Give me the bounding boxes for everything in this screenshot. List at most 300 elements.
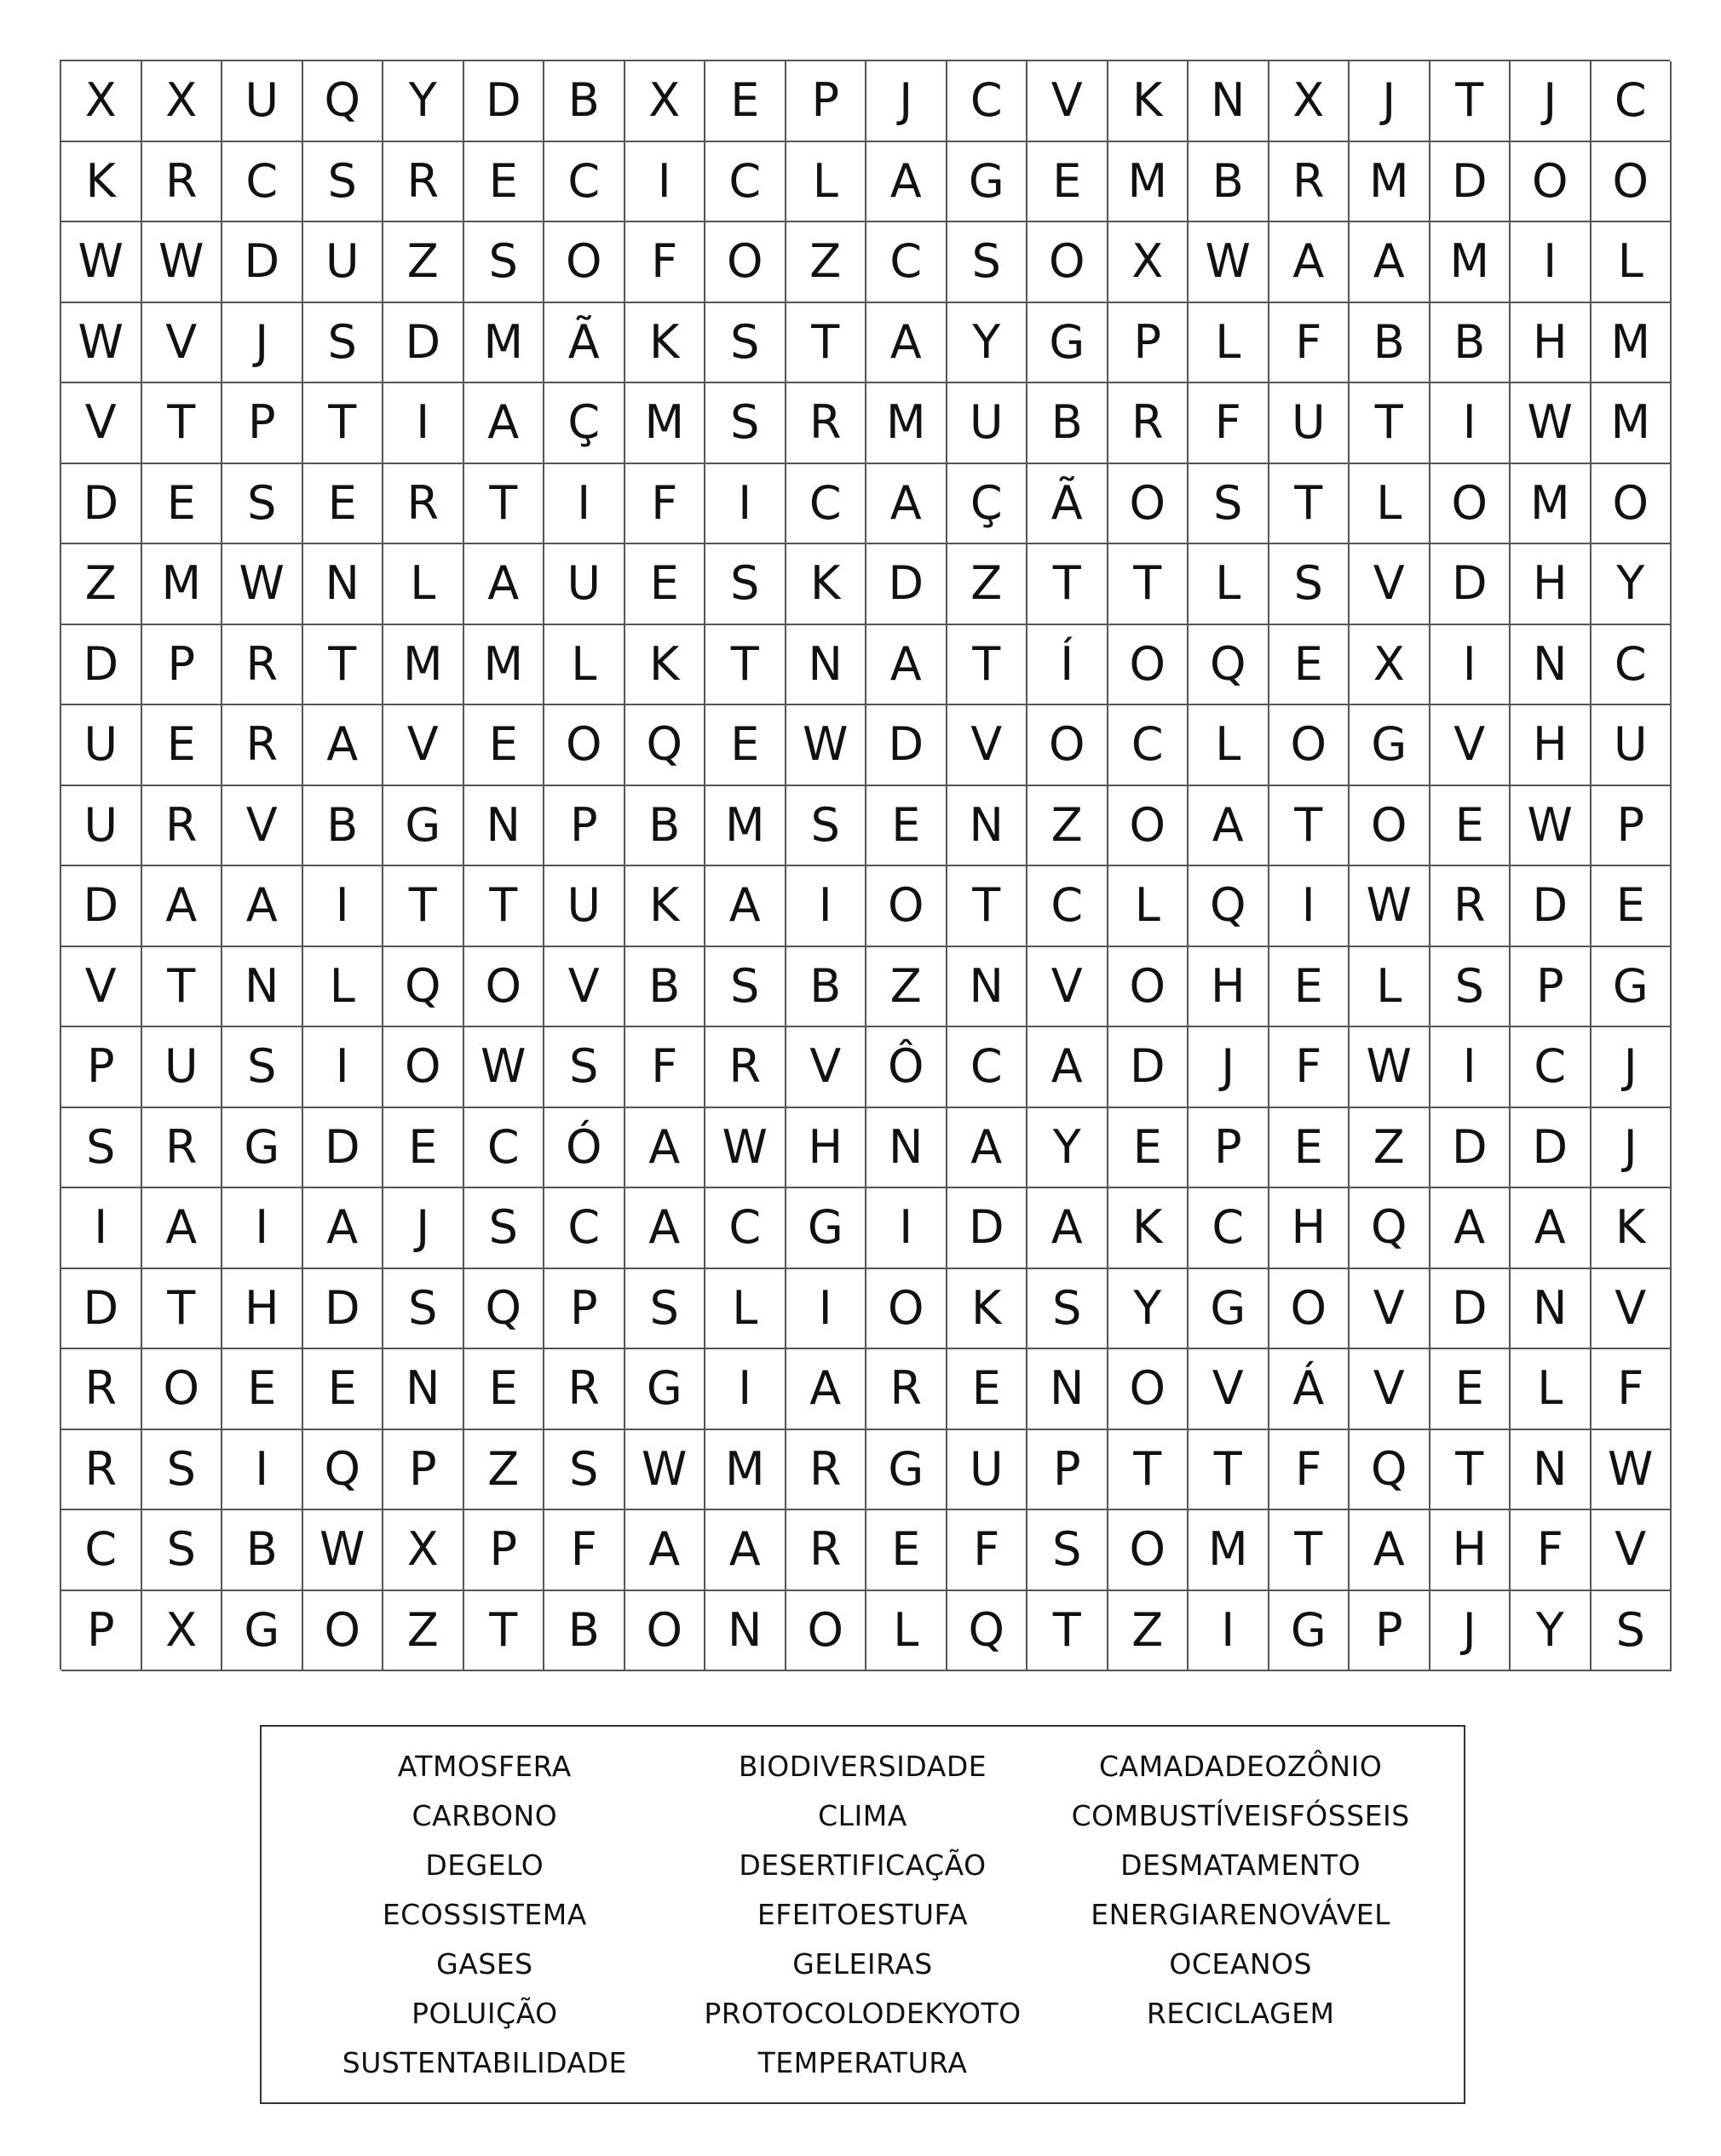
grid-cell[interactable]: A — [705, 866, 786, 947]
grid-cell[interactable]: S — [1591, 1591, 1672, 1672]
grid-cell[interactable]: N — [1511, 1269, 1591, 1350]
grid-cell[interactable]: S — [222, 464, 303, 545]
grid-cell[interactable]: D — [1430, 544, 1511, 625]
grid-cell[interactable]: N — [1511, 625, 1591, 706]
grid-cell[interactable]: T — [705, 625, 786, 706]
grid-cell[interactable]: H — [1430, 1510, 1511, 1591]
grid-cell[interactable]: O — [142, 1349, 223, 1430]
grid-cell[interactable]: X — [1269, 61, 1350, 142]
grid-cell[interactable]: F — [947, 1510, 1028, 1591]
grid-cell[interactable]: U — [947, 383, 1028, 464]
grid-cell[interactable]: A — [866, 142, 947, 223]
grid-cell[interactable]: R — [786, 1510, 867, 1591]
grid-cell[interactable]: Z — [786, 222, 867, 303]
grid-cell[interactable]: I — [303, 1027, 384, 1108]
grid-cell[interactable]: E — [1108, 1108, 1189, 1189]
grid-cell[interactable]: S — [786, 786, 867, 867]
grid-cell[interactable]: V — [1591, 1269, 1672, 1350]
grid-cell[interactable]: C — [544, 1188, 625, 1269]
grid-cell[interactable]: S — [61, 1108, 142, 1189]
grid-cell[interactable]: Q — [464, 1269, 545, 1350]
grid-cell[interactable]: R — [142, 142, 223, 223]
grid-cell[interactable]: W — [1350, 1027, 1430, 1108]
grid-cell[interactable]: A — [705, 1510, 786, 1591]
grid-cell[interactable]: Q — [947, 1591, 1028, 1672]
grid-cell[interactable]: O — [1108, 625, 1189, 706]
grid-cell[interactable]: S — [1027, 1269, 1108, 1350]
grid-cell[interactable]: R — [866, 1349, 947, 1430]
grid-cell[interactable]: A — [947, 1108, 1028, 1189]
grid-cell[interactable]: T — [383, 866, 464, 947]
grid-cell[interactable]: L — [1350, 464, 1430, 545]
grid-cell[interactable]: I — [625, 142, 706, 223]
grid-cell[interactable]: A — [1511, 1188, 1591, 1269]
grid-cell[interactable]: S — [1189, 464, 1269, 545]
grid-cell[interactable]: T — [1430, 1430, 1511, 1511]
grid-cell[interactable]: S — [705, 303, 786, 384]
grid-cell[interactable]: P — [464, 1510, 545, 1591]
grid-cell[interactable]: E — [303, 1349, 384, 1430]
grid-cell[interactable]: H — [1511, 544, 1591, 625]
grid-cell[interactable]: Z — [947, 544, 1028, 625]
grid-cell[interactable]: I — [1269, 866, 1350, 947]
grid-cell[interactable]: D — [303, 1108, 384, 1189]
grid-cell[interactable]: U — [142, 1027, 223, 1108]
grid-cell[interactable]: J — [1591, 1027, 1672, 1108]
grid-cell[interactable]: D — [383, 303, 464, 384]
grid-cell[interactable]: A — [222, 866, 303, 947]
grid-cell[interactable]: T — [1027, 544, 1108, 625]
grid-cell[interactable]: O — [625, 1591, 706, 1672]
grid-cell[interactable]: N — [464, 786, 545, 867]
grid-cell[interactable]: M — [383, 625, 464, 706]
grid-cell[interactable]: T — [1189, 1430, 1269, 1511]
grid-cell[interactable]: O — [544, 705, 625, 786]
grid-cell[interactable]: V — [383, 705, 464, 786]
grid-cell[interactable]: D — [61, 464, 142, 545]
grid-cell[interactable]: R — [786, 383, 867, 464]
grid-cell[interactable]: D — [61, 1269, 142, 1350]
grid-cell[interactable]: E — [705, 61, 786, 142]
grid-cell[interactable]: I — [544, 464, 625, 545]
grid-cell[interactable]: L — [1350, 947, 1430, 1028]
grid-cell[interactable]: E — [1269, 947, 1350, 1028]
grid-cell[interactable]: E — [464, 705, 545, 786]
grid-cell[interactable]: E — [1430, 1349, 1511, 1430]
grid-cell[interactable]: J — [383, 1188, 464, 1269]
grid-cell[interactable]: W — [705, 1108, 786, 1189]
grid-cell[interactable]: V — [786, 1027, 867, 1108]
grid-cell[interactable]: I — [1511, 222, 1591, 303]
grid-cell[interactable]: M — [142, 544, 223, 625]
grid-cell[interactable]: J — [1591, 1108, 1672, 1189]
grid-cell[interactable]: V — [1350, 1349, 1430, 1430]
grid-cell[interactable]: Ã — [544, 303, 625, 384]
grid-cell[interactable]: E — [1269, 625, 1350, 706]
grid-cell[interactable]: X — [1108, 222, 1189, 303]
grid-cell[interactable]: I — [1189, 1591, 1269, 1672]
grid-cell[interactable]: L — [544, 625, 625, 706]
grid-cell[interactable]: J — [222, 303, 303, 384]
grid-cell[interactable]: V — [544, 947, 625, 1028]
grid-cell[interactable]: T — [464, 866, 545, 947]
grid-cell[interactable]: O — [786, 1591, 867, 1672]
grid-cell[interactable]: Y — [1027, 1108, 1108, 1189]
grid-cell[interactable]: Z — [383, 1591, 464, 1672]
grid-cell[interactable]: Q — [1350, 1430, 1430, 1511]
grid-cell[interactable]: Q — [383, 947, 464, 1028]
grid-cell[interactable]: E — [222, 1349, 303, 1430]
grid-cell[interactable]: X — [61, 61, 142, 142]
grid-cell[interactable]: T — [1027, 1591, 1108, 1672]
grid-cell[interactable]: N — [866, 1108, 947, 1189]
grid-cell[interactable]: D — [866, 544, 947, 625]
grid-cell[interactable]: O — [1108, 1510, 1189, 1591]
grid-cell[interactable]: X — [142, 1591, 223, 1672]
grid-cell[interactable]: D — [303, 1269, 384, 1350]
grid-cell[interactable]: P — [1511, 947, 1591, 1028]
grid-cell[interactable]: F — [544, 1510, 625, 1591]
grid-cell[interactable]: X — [383, 1510, 464, 1591]
grid-cell[interactable]: J — [866, 61, 947, 142]
grid-cell[interactable]: R — [786, 1430, 867, 1511]
grid-cell[interactable]: Q — [303, 61, 384, 142]
grid-cell[interactable]: Z — [1027, 786, 1108, 867]
grid-cell[interactable]: D — [1430, 142, 1511, 223]
grid-cell[interactable]: P — [383, 1430, 464, 1511]
grid-cell[interactable]: C — [705, 142, 786, 223]
grid-cell[interactable]: M — [705, 1430, 786, 1511]
grid-cell[interactable]: A — [786, 1349, 867, 1430]
grid-cell[interactable]: P — [786, 61, 867, 142]
grid-cell[interactable]: T — [1108, 1430, 1189, 1511]
grid-cell[interactable]: F — [625, 222, 706, 303]
grid-cell[interactable]: R — [383, 464, 464, 545]
grid-cell[interactable]: T — [142, 947, 223, 1028]
grid-cell[interactable]: A — [1430, 1188, 1511, 1269]
grid-cell[interactable]: V — [61, 383, 142, 464]
grid-cell[interactable]: Q — [1189, 625, 1269, 706]
grid-cell[interactable]: W — [142, 222, 223, 303]
grid-cell[interactable]: W — [625, 1430, 706, 1511]
grid-cell[interactable]: Á — [1269, 1349, 1350, 1430]
grid-cell[interactable]: G — [866, 1430, 947, 1511]
grid-cell[interactable]: N — [383, 1349, 464, 1430]
grid-cell[interactable]: O — [1591, 142, 1672, 223]
grid-cell[interactable]: I — [1430, 383, 1511, 464]
grid-cell[interactable]: Y — [947, 303, 1028, 384]
grid-cell[interactable]: B — [222, 1510, 303, 1591]
grid-cell[interactable]: S — [1027, 1510, 1108, 1591]
grid-cell[interactable]: H — [786, 1108, 867, 1189]
grid-cell[interactable]: O — [544, 222, 625, 303]
grid-cell[interactable]: H — [1511, 705, 1591, 786]
grid-cell[interactable]: U — [61, 705, 142, 786]
grid-cell[interactable]: T — [464, 464, 545, 545]
grid-cell[interactable]: I — [705, 464, 786, 545]
grid-cell[interactable]: V — [1430, 705, 1511, 786]
grid-cell[interactable]: B — [625, 947, 706, 1028]
grid-cell[interactable]: O — [1027, 705, 1108, 786]
grid-cell[interactable]: N — [786, 625, 867, 706]
grid-cell[interactable]: C — [1027, 866, 1108, 947]
grid-cell[interactable]: C — [1108, 705, 1189, 786]
grid-cell[interactable]: W — [1189, 222, 1269, 303]
grid-cell[interactable]: A — [866, 303, 947, 384]
grid-cell[interactable]: I — [786, 866, 867, 947]
grid-cell[interactable]: S — [625, 1269, 706, 1350]
grid-cell[interactable]: R — [1430, 866, 1511, 947]
grid-cell[interactable]: O — [1591, 464, 1672, 545]
grid-cell[interactable]: D — [1430, 1108, 1511, 1189]
grid-cell[interactable]: S — [947, 222, 1028, 303]
grid-cell[interactable]: U — [303, 222, 384, 303]
grid-cell[interactable]: M — [464, 303, 545, 384]
grid-cell[interactable]: R — [705, 1027, 786, 1108]
grid-cell[interactable]: A — [625, 1188, 706, 1269]
grid-cell[interactable]: W — [61, 303, 142, 384]
grid-cell[interactable]: E — [1591, 866, 1672, 947]
grid-cell[interactable]: R — [383, 142, 464, 223]
grid-cell[interactable]: H — [222, 1269, 303, 1350]
grid-cell[interactable]: D — [1511, 1108, 1591, 1189]
grid-cell[interactable]: J — [1430, 1591, 1511, 1672]
grid-cell[interactable]: P — [1027, 1430, 1108, 1511]
grid-cell[interactable]: T — [303, 625, 384, 706]
grid-cell[interactable]: R — [1108, 383, 1189, 464]
grid-cell[interactable]: P — [61, 1027, 142, 1108]
grid-cell[interactable]: D — [464, 61, 545, 142]
grid-cell[interactable]: F — [1511, 1510, 1591, 1591]
grid-cell[interactable]: D — [61, 866, 142, 947]
grid-cell[interactable]: T — [142, 1269, 223, 1350]
grid-cell[interactable]: N — [303, 544, 384, 625]
grid-cell[interactable]: U — [544, 544, 625, 625]
grid-cell[interactable]: P — [61, 1591, 142, 1672]
grid-cell[interactable]: E — [705, 705, 786, 786]
grid-cell[interactable]: G — [786, 1188, 867, 1269]
grid-cell[interactable]: O — [705, 222, 786, 303]
grid-cell[interactable]: B — [1430, 303, 1511, 384]
grid-cell[interactable]: S — [222, 1027, 303, 1108]
grid-cell[interactable]: T — [303, 383, 384, 464]
grid-cell[interactable]: G — [1027, 303, 1108, 384]
grid-cell[interactable]: A — [866, 625, 947, 706]
grid-cell[interactable]: A — [1027, 1188, 1108, 1269]
grid-cell[interactable]: M — [1430, 222, 1511, 303]
grid-cell[interactable]: C — [1591, 61, 1672, 142]
grid-cell[interactable]: M — [1350, 142, 1430, 223]
grid-cell[interactable]: T — [947, 866, 1028, 947]
grid-cell[interactable]: S — [705, 947, 786, 1028]
grid-cell[interactable]: U — [544, 866, 625, 947]
grid-cell[interactable]: T — [464, 1591, 545, 1672]
grid-cell[interactable]: A — [303, 1188, 384, 1269]
grid-cell[interactable]: Z — [61, 544, 142, 625]
grid-cell[interactable]: F — [1189, 383, 1269, 464]
grid-cell[interactable]: V — [947, 705, 1028, 786]
grid-cell[interactable]: U — [1591, 705, 1672, 786]
grid-cell[interactable]: C — [786, 464, 867, 545]
grid-cell[interactable]: A — [1350, 222, 1430, 303]
grid-cell[interactable]: F — [1591, 1349, 1672, 1430]
grid-cell[interactable]: L — [1189, 303, 1269, 384]
grid-cell[interactable]: N — [1511, 1430, 1591, 1511]
grid-cell[interactable]: T — [1430, 61, 1511, 142]
grid-cell[interactable]: E — [142, 464, 223, 545]
grid-cell[interactable]: D — [947, 1188, 1028, 1269]
grid-cell[interactable]: L — [303, 947, 384, 1028]
grid-cell[interactable]: B — [1189, 142, 1269, 223]
grid-cell[interactable]: W — [1350, 866, 1430, 947]
grid-cell[interactable]: V — [1591, 1510, 1672, 1591]
grid-cell[interactable]: E — [1269, 1108, 1350, 1189]
grid-cell[interactable]: Y — [383, 61, 464, 142]
grid-cell[interactable]: B — [544, 61, 625, 142]
grid-cell[interactable]: G — [625, 1349, 706, 1430]
grid-cell[interactable]: P — [222, 383, 303, 464]
grid-cell[interactable]: M — [866, 383, 947, 464]
grid-cell[interactable]: S — [383, 1269, 464, 1350]
grid-cell[interactable]: Ô — [866, 1027, 947, 1108]
grid-cell[interactable]: Z — [866, 947, 947, 1028]
grid-cell[interactable]: U — [1269, 383, 1350, 464]
grid-cell[interactable]: R — [222, 625, 303, 706]
grid-cell[interactable]: X — [142, 61, 223, 142]
grid-cell[interactable]: C — [947, 61, 1028, 142]
grid-cell[interactable]: L — [866, 1591, 947, 1672]
grid-cell[interactable]: B — [544, 1591, 625, 1672]
grid-cell[interactable]: E — [1430, 786, 1511, 867]
grid-cell[interactable]: W — [464, 1027, 545, 1108]
grid-cell[interactable]: J — [1189, 1027, 1269, 1108]
grid-cell[interactable]: T — [786, 303, 867, 384]
grid-cell[interactable]: L — [786, 142, 867, 223]
grid-cell[interactable]: J — [1350, 61, 1430, 142]
grid-cell[interactable]: Ç — [947, 464, 1028, 545]
grid-cell[interactable]: D — [1430, 1269, 1511, 1350]
grid-cell[interactable]: A — [464, 383, 545, 464]
grid-cell[interactable]: Y — [1591, 544, 1672, 625]
grid-cell[interactable]: C — [222, 142, 303, 223]
grid-cell[interactable]: M — [464, 625, 545, 706]
grid-cell[interactable]: Z — [1350, 1108, 1430, 1189]
grid-cell[interactable]: R — [1269, 142, 1350, 223]
grid-cell[interactable]: A — [142, 1188, 223, 1269]
grid-cell[interactable]: G — [1189, 1269, 1269, 1350]
grid-cell[interactable]: T — [1269, 1510, 1350, 1591]
grid-cell[interactable]: K — [625, 625, 706, 706]
grid-cell[interactable]: N — [1027, 1349, 1108, 1430]
grid-cell[interactable]: P — [544, 1269, 625, 1350]
grid-cell[interactable]: R — [222, 705, 303, 786]
grid-cell[interactable]: C — [61, 1510, 142, 1591]
grid-cell[interactable]: R — [142, 786, 223, 867]
grid-cell[interactable]: T — [142, 383, 223, 464]
grid-cell[interactable]: O — [1269, 1269, 1350, 1350]
grid-cell[interactable]: P — [544, 786, 625, 867]
grid-cell[interactable]: F — [625, 1027, 706, 1108]
grid-cell[interactable]: T — [1269, 464, 1350, 545]
grid-cell[interactable]: A — [1027, 1027, 1108, 1108]
grid-cell[interactable]: X — [625, 61, 706, 142]
grid-cell[interactable]: E — [383, 1108, 464, 1189]
grid-cell[interactable]: O — [1430, 464, 1511, 545]
grid-cell[interactable]: N — [705, 1591, 786, 1672]
grid-cell[interactable]: E — [303, 464, 384, 545]
grid-cell[interactable]: V — [1350, 1269, 1430, 1350]
grid-cell[interactable]: V — [1189, 1349, 1269, 1430]
grid-cell[interactable]: K — [61, 142, 142, 223]
grid-cell[interactable]: K — [625, 303, 706, 384]
grid-cell[interactable]: Y — [1108, 1269, 1189, 1350]
grid-cell[interactable]: O — [464, 947, 545, 1028]
grid-cell[interactable]: T — [1108, 544, 1189, 625]
grid-cell[interactable]: M — [705, 786, 786, 867]
grid-cell[interactable]: A — [625, 1510, 706, 1591]
grid-cell[interactable]: L — [705, 1269, 786, 1350]
grid-cell[interactable]: A — [464, 544, 545, 625]
grid-cell[interactable]: S — [142, 1430, 223, 1511]
grid-cell[interactable]: B — [1027, 383, 1108, 464]
grid-cell[interactable]: N — [947, 947, 1028, 1028]
grid-cell[interactable]: K — [1591, 1188, 1672, 1269]
grid-cell[interactable]: S — [303, 142, 384, 223]
grid-cell[interactable]: W — [222, 544, 303, 625]
grid-cell[interactable]: M — [1591, 303, 1672, 384]
grid-cell[interactable]: B — [786, 947, 867, 1028]
grid-cell[interactable]: C — [705, 1188, 786, 1269]
grid-cell[interactable]: L — [383, 544, 464, 625]
grid-cell[interactable]: G — [222, 1108, 303, 1189]
grid-cell[interactable]: Q — [1189, 866, 1269, 947]
grid-cell[interactable]: G — [1269, 1591, 1350, 1672]
grid-cell[interactable]: S — [544, 1027, 625, 1108]
grid-cell[interactable]: D — [61, 625, 142, 706]
grid-cell[interactable]: O — [303, 1591, 384, 1672]
grid-cell[interactable]: S — [1430, 947, 1511, 1028]
grid-cell[interactable]: I — [705, 1349, 786, 1430]
grid-cell[interactable]: I — [1430, 1027, 1511, 1108]
grid-cell[interactable]: J — [1511, 61, 1591, 142]
grid-cell[interactable]: W — [303, 1510, 384, 1591]
grid-cell[interactable]: F — [1269, 1430, 1350, 1511]
grid-cell[interactable]: F — [1269, 1027, 1350, 1108]
grid-cell[interactable]: V — [1350, 544, 1430, 625]
grid-cell[interactable]: R — [61, 1349, 142, 1430]
grid-cell[interactable]: W — [1511, 786, 1591, 867]
grid-cell[interactable]: C — [1591, 625, 1672, 706]
grid-cell[interactable]: O — [1108, 947, 1189, 1028]
grid-cell[interactable]: Y — [1511, 1591, 1591, 1672]
grid-cell[interactable]: A — [866, 464, 947, 545]
grid-cell[interactable]: M — [625, 383, 706, 464]
grid-cell[interactable]: V — [1027, 947, 1108, 1028]
grid-cell[interactable]: E — [625, 544, 706, 625]
grid-cell[interactable]: I — [786, 1269, 867, 1350]
grid-cell[interactable]: O — [1108, 464, 1189, 545]
grid-cell[interactable]: S — [303, 303, 384, 384]
grid-cell[interactable]: O — [1108, 786, 1189, 867]
grid-cell[interactable]: I — [222, 1430, 303, 1511]
grid-cell[interactable]: S — [464, 222, 545, 303]
grid-cell[interactable]: F — [1269, 303, 1350, 384]
grid-cell[interactable]: Q — [625, 705, 706, 786]
grid-cell[interactable]: E — [866, 786, 947, 867]
grid-cell[interactable]: Q — [1350, 1188, 1430, 1269]
grid-cell[interactable]: E — [947, 1349, 1028, 1430]
grid-cell[interactable]: K — [947, 1269, 1028, 1350]
